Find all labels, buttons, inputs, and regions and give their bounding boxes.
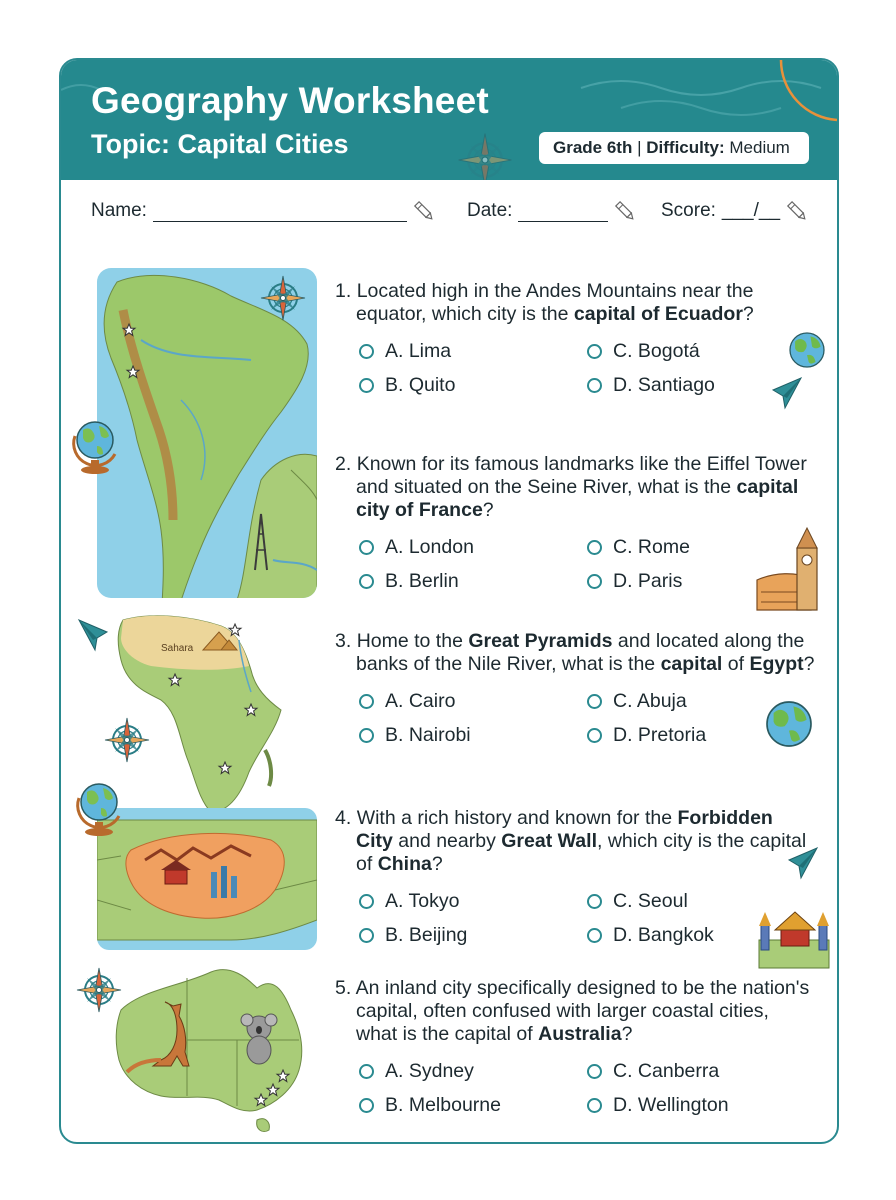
radio-button[interactable]	[587, 540, 602, 555]
radio-button[interactable]	[359, 344, 374, 359]
question-3	[335, 630, 815, 762]
radio-button[interactable]	[359, 540, 374, 555]
q2-option-d[interactable]: D. Paris	[587, 570, 682, 593]
question-4-options	[335, 890, 815, 962]
radio-button[interactable]	[359, 894, 374, 909]
q1-option-b[interactable]: B. Quito	[359, 374, 455, 397]
question-3-text: 3. Home to the Great Pyramids and located along the banks of the Nile River, what is the capital of Egypt?	[335, 630, 815, 675]
paper-plane-icon	[79, 620, 107, 650]
q5-option-a[interactable]: A. Sydney	[359, 1060, 474, 1083]
question-5-text: 5. An inland city specifically designed to be the nation's capital, often confused with larger coastal cities, what is the capital of Australia?	[335, 977, 810, 1045]
page-subtitle: Topic: Capital Cities	[91, 129, 349, 159]
q4-option-a[interactable]: A. Tokyo	[359, 890, 459, 913]
radio-button[interactable]	[587, 694, 602, 709]
africa-map	[118, 616, 281, 812]
q4-option-b[interactable]: B. Beijing	[359, 924, 467, 947]
worksheet	[59, 58, 839, 1144]
q4-option-c[interactable]: C. Seoul	[587, 890, 688, 913]
radio-button[interactable]	[359, 1064, 374, 1079]
compass-rose-icon	[105, 718, 149, 762]
question-2-text: 2. Known for its famous landmarks like the Eiffel Tower and situated on the Seine River, what is the capital city of France?	[335, 453, 807, 521]
q1-option-c[interactable]: C. Bogotá	[587, 340, 700, 363]
radio-button[interactable]	[359, 378, 374, 393]
q5-option-b[interactable]: B. Melbourne	[359, 1094, 501, 1117]
q1-option-a[interactable]: A. Lima	[359, 340, 451, 363]
radio-button[interactable]	[587, 1098, 602, 1113]
sahara-label: Sahara	[161, 643, 194, 654]
name-label: Name:	[91, 200, 147, 221]
q4-option-d[interactable]: D. Bangkok	[587, 924, 714, 947]
question-1-text: 1. Located high in the Andes Mountains near the equator, which city is the capital of Ecuador?	[335, 280, 754, 325]
question-5	[335, 977, 815, 1132]
q2-option-b[interactable]: B. Berlin	[359, 570, 459, 593]
score-label: Score:	[661, 200, 716, 221]
q2-option-c[interactable]: C. Rome	[587, 536, 690, 559]
china-map	[97, 808, 317, 950]
page-title: Geography Worksheet	[91, 80, 489, 121]
difficulty-value: Medium	[729, 138, 790, 157]
badge-separator: |	[637, 138, 642, 157]
radio-button[interactable]	[359, 928, 374, 943]
q3-option-d[interactable]: D. Pretoria	[587, 724, 706, 747]
q1-option-d[interactable]: D. Santiago	[587, 374, 715, 397]
australia-map	[116, 970, 302, 1132]
question-4-text: 4. With a rich history and known for the Forbidden City and nearby Great Wall, which city is the capital of China?	[335, 807, 807, 875]
score-blank[interactable]: ___/__	[721, 200, 781, 221]
question-5-options	[335, 1060, 815, 1132]
question-4	[335, 807, 815, 962]
q2-option-a[interactable]: A. London	[359, 536, 474, 559]
q3-option-b[interactable]: B. Nairobi	[359, 724, 471, 747]
difficulty-label: Difficulty:	[646, 138, 725, 157]
q3-option-c[interactable]: C. Abuja	[587, 690, 687, 713]
radio-button[interactable]	[587, 344, 602, 359]
radio-button[interactable]	[587, 928, 602, 943]
grade-label: Grade 6th	[553, 138, 633, 157]
date-label: Date:	[467, 200, 513, 221]
question-2	[335, 453, 815, 608]
question-1	[335, 280, 815, 412]
radio-button[interactable]	[587, 378, 602, 393]
radio-button[interactable]	[359, 1098, 374, 1113]
radio-button[interactable]	[359, 574, 374, 589]
radio-button[interactable]	[587, 728, 602, 743]
question-3-options	[335, 690, 815, 762]
south-america-map	[97, 268, 317, 620]
question-1-options	[335, 340, 815, 412]
q3-option-a[interactable]: A. Cairo	[359, 690, 455, 713]
compass-rose-icon	[77, 968, 121, 1012]
radio-button[interactable]	[587, 574, 602, 589]
q5-option-c[interactable]: C. Canberra	[587, 1060, 719, 1083]
radio-button[interactable]	[359, 694, 374, 709]
radio-button[interactable]	[587, 894, 602, 909]
radio-button[interactable]	[359, 728, 374, 743]
radio-button[interactable]	[587, 1064, 602, 1079]
q5-option-d[interactable]: D. Wellington	[587, 1094, 729, 1117]
question-2-options	[335, 536, 815, 608]
